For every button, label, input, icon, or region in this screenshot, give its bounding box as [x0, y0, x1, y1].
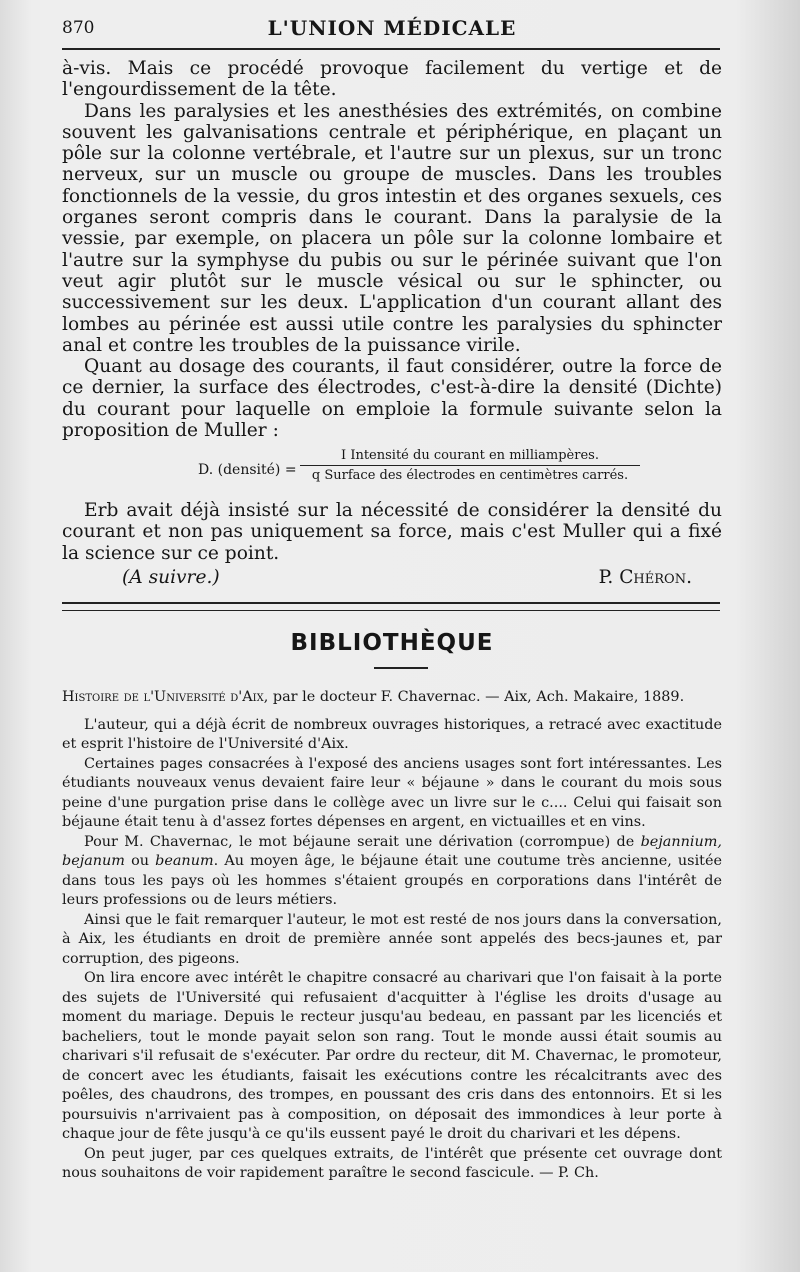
paragraph: Dans les paralysies et les anesthésies des extrémités, on combine souvent les galvanisations centrale et périphérique, en plaçant un pôle sur la colonne vertébrale, et l'autre sur un plexus, sur un tronc nerveux, sur un muscle ou groupe de muscles. Dans les troubles fonctionnels de la vessie, du gros intestin et des organes sexuels, ces organes seront compris dans le courant. Dans la paralysie de la vessie, par exemple, on placera un pôle sur la colonne lombaire et l'autre sur la symphyse du pubis ou sur le périnée suivant que l'on veut agir plutôt sur le muscle vésical ou sur le sphincter, ou successivement sur les deux. L'application d'un courant allant des lombes au périnée est aussi utile contre les paralysies du sphincter anal et contre les troubles de la puissance virile. [62, 100, 722, 356]
article-author: P. Chéron. [598, 567, 692, 588]
to-be-continued: (A suivre.) [122, 567, 220, 588]
text-run: ou [124, 853, 156, 869]
formula-denominator: q Surface des électrodes en centimètres carrés. [311, 468, 629, 483]
paragraph: On lira encore avec intérêt le chapitre consacré au charivari que l'on faisait à la porte des sujets de l'Université qui refusaient d'acquitter à l'église les droits d'usage au moment du mariage. Depuis le recteur jusqu'au bedeau, en passant par les licenciés et bacheliers, tout le monde payait selon son rang. Tout le monde aussi était soumis au charivari s'il refusait de s'exécuter. Par ordre du recteur, dit M. Chavernac, le promoteur, de concert avec les étudiants, faisait les exécutions contre les récalcitrants avec des poêles, des chaudrons, des trompes, en poussant des cris dans des entonnoirs. Et si les poursuivis n'arrivaient pas à composition, on déposait des immondices à leur porte à chaque jour de fête jusqu'à ce qu'ils eussent payé le droit du charivari et les dépens. [62, 970, 722, 1142]
section-divider [62, 602, 720, 611]
formula-fraction [300, 448, 640, 483]
paragraph: Erb avait déjà insisté sur la nécessité de considérer la densité du courant et non pas uniquement sa force, mais c'est Muller qui a fixé la science sur ce point. [62, 500, 722, 564]
header-rule [62, 48, 720, 50]
title-underline [374, 667, 428, 669]
article-body-continued [62, 500, 722, 564]
density-formula [88, 448, 688, 494]
article-signoff [62, 567, 722, 589]
latin-term: bejannium, bejanum [62, 833, 722, 869]
paragraph: On peut juger, par ces quelques extraits, de l'intérêt que présente cet ouvrage dont nous souhaitons de voir rapidement paraître le second fascicule. — P. Ch. [62, 1145, 722, 1181]
book-review [62, 688, 722, 1184]
paragraph: Quant au dosage des courants, il faut considérer, outre la force de ce dernier, la surface des électrodes, c'est-à-dire la densité (Dichte) du courant pour laquelle on emploie la formule suivante selon la proposition de Muller : [62, 356, 722, 442]
paragraph: L'auteur, qui a déjà écrit de nombreux ouvrages historiques, a retracé avec exactitude et esprit l'histoire de l'Université d'Aix. [62, 716, 722, 752]
latin-term: beanum [155, 853, 214, 869]
citation-details: , par le docteur F. Chavernac. — Aix, Ach. Makaire, 1889. [263, 689, 685, 705]
review-citation [62, 688, 722, 708]
formula-numerator: I Intensité du courant en milliampères. [300, 448, 640, 466]
article-body [62, 58, 722, 441]
running-header [62, 14, 722, 48]
book-title: Histoire de l'Université d'Aix [62, 689, 264, 705]
formula-lhs: D. (densité) = [198, 462, 297, 478]
page-number: 870 [62, 18, 95, 38]
paragraph [62, 833, 722, 911]
section-title: BIBLIOTHÈQUE [290, 630, 494, 656]
journal-title: L'UNION MÉDICALE [267, 16, 517, 40]
paragraph: à-vis. Mais ce procédé provoque facilement du vertige et de l'engourdissement de la tête. [62, 58, 722, 101]
text-run: . Au moyen âge, le béjaune était une coutume très ancienne, usitée dans tous les pays où les hommes s'étaient groupés en corporations dans l'intérêt de leurs professions ou de leurs métiers. [62, 853, 722, 908]
paragraph: Certaines pages consacrées à l'exposé des anciens usages sont fort intéressantes. Les étudiants nouveaux venus devaient faire leur « béjaune » dans le courant du mois sous peine d'une purgation prise dans le collège avec un livre sur le c.... Celui qui faisait son béjaune était tenu à d'assez fortes dépenses en argent, en victuailles et en vins. [62, 755, 722, 830]
text-run: Pour M. Chavernac, le mot béjaune serait une dérivation (corrompue) de [84, 833, 641, 850]
paragraph: Ainsi que le fait remarquer l'auteur, le mot est resté de nos jours dans la conversation, à Aix, les étudiants en droit de première année sont appelés des becs-jaunes et, par corruption, des pigeons. [62, 911, 722, 967]
